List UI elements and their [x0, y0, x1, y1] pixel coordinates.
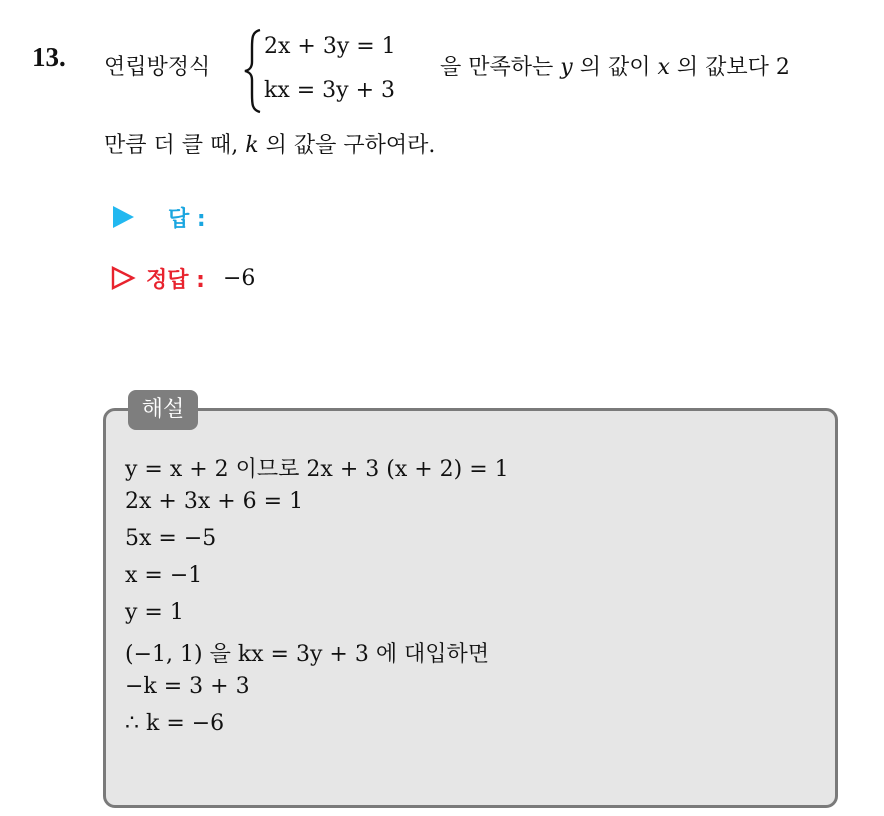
outline-arrow-icon	[110, 265, 136, 291]
explanation-line: (−1, 1) 을 kx = 3y + 3 에 대입하면	[125, 642, 490, 667]
problem-text-find: 의 값을 구하여라.	[265, 133, 436, 158]
play-arrow-icon	[110, 204, 136, 230]
left-brace-icon	[243, 28, 263, 114]
explanation-line: ∴ k = −6	[125, 711, 225, 736]
explanation-title: 해설	[128, 390, 198, 430]
problem-text-greater: 만큼 더 클 때,	[104, 133, 239, 158]
variable-y: y	[560, 55, 573, 80]
variable-k: k	[245, 133, 259, 158]
problem-text-than: 의 값보다 2	[676, 55, 790, 80]
explanation-line: x = −1	[125, 563, 203, 588]
variable-x: x	[657, 55, 670, 80]
problem-text-line2	[104, 128, 435, 159]
correct-answer-value: −6	[222, 265, 256, 291]
explanation-line: 5x = −5	[125, 526, 217, 551]
explanation-line: 2x + 3x + 6 = 1	[125, 489, 304, 514]
explanation-line: y = 1	[125, 600, 184, 625]
system-equation-1: 2x + 3y = 1	[264, 34, 396, 59]
correct-answer-row	[110, 263, 255, 293]
problem-text-satisfy: 을 만족하는	[440, 55, 554, 80]
problem-text-line1-end	[440, 50, 790, 81]
problem-text-value-of: 의 값이	[579, 55, 651, 80]
explanation-line: −k = 3 + 3	[125, 674, 250, 699]
correct-answer-label: 정답 :	[146, 267, 205, 293]
explanation-line: y = x + 2 이므로 2x + 3 (x + 2) = 1	[125, 457, 509, 482]
problem-text-intro: 연립방정식	[104, 55, 211, 80]
answer-row	[110, 202, 206, 232]
problem-number: 13.	[32, 42, 66, 72]
answer-label: 답 :	[168, 206, 206, 232]
system-equation-2: kx = 3y + 3	[264, 78, 396, 103]
